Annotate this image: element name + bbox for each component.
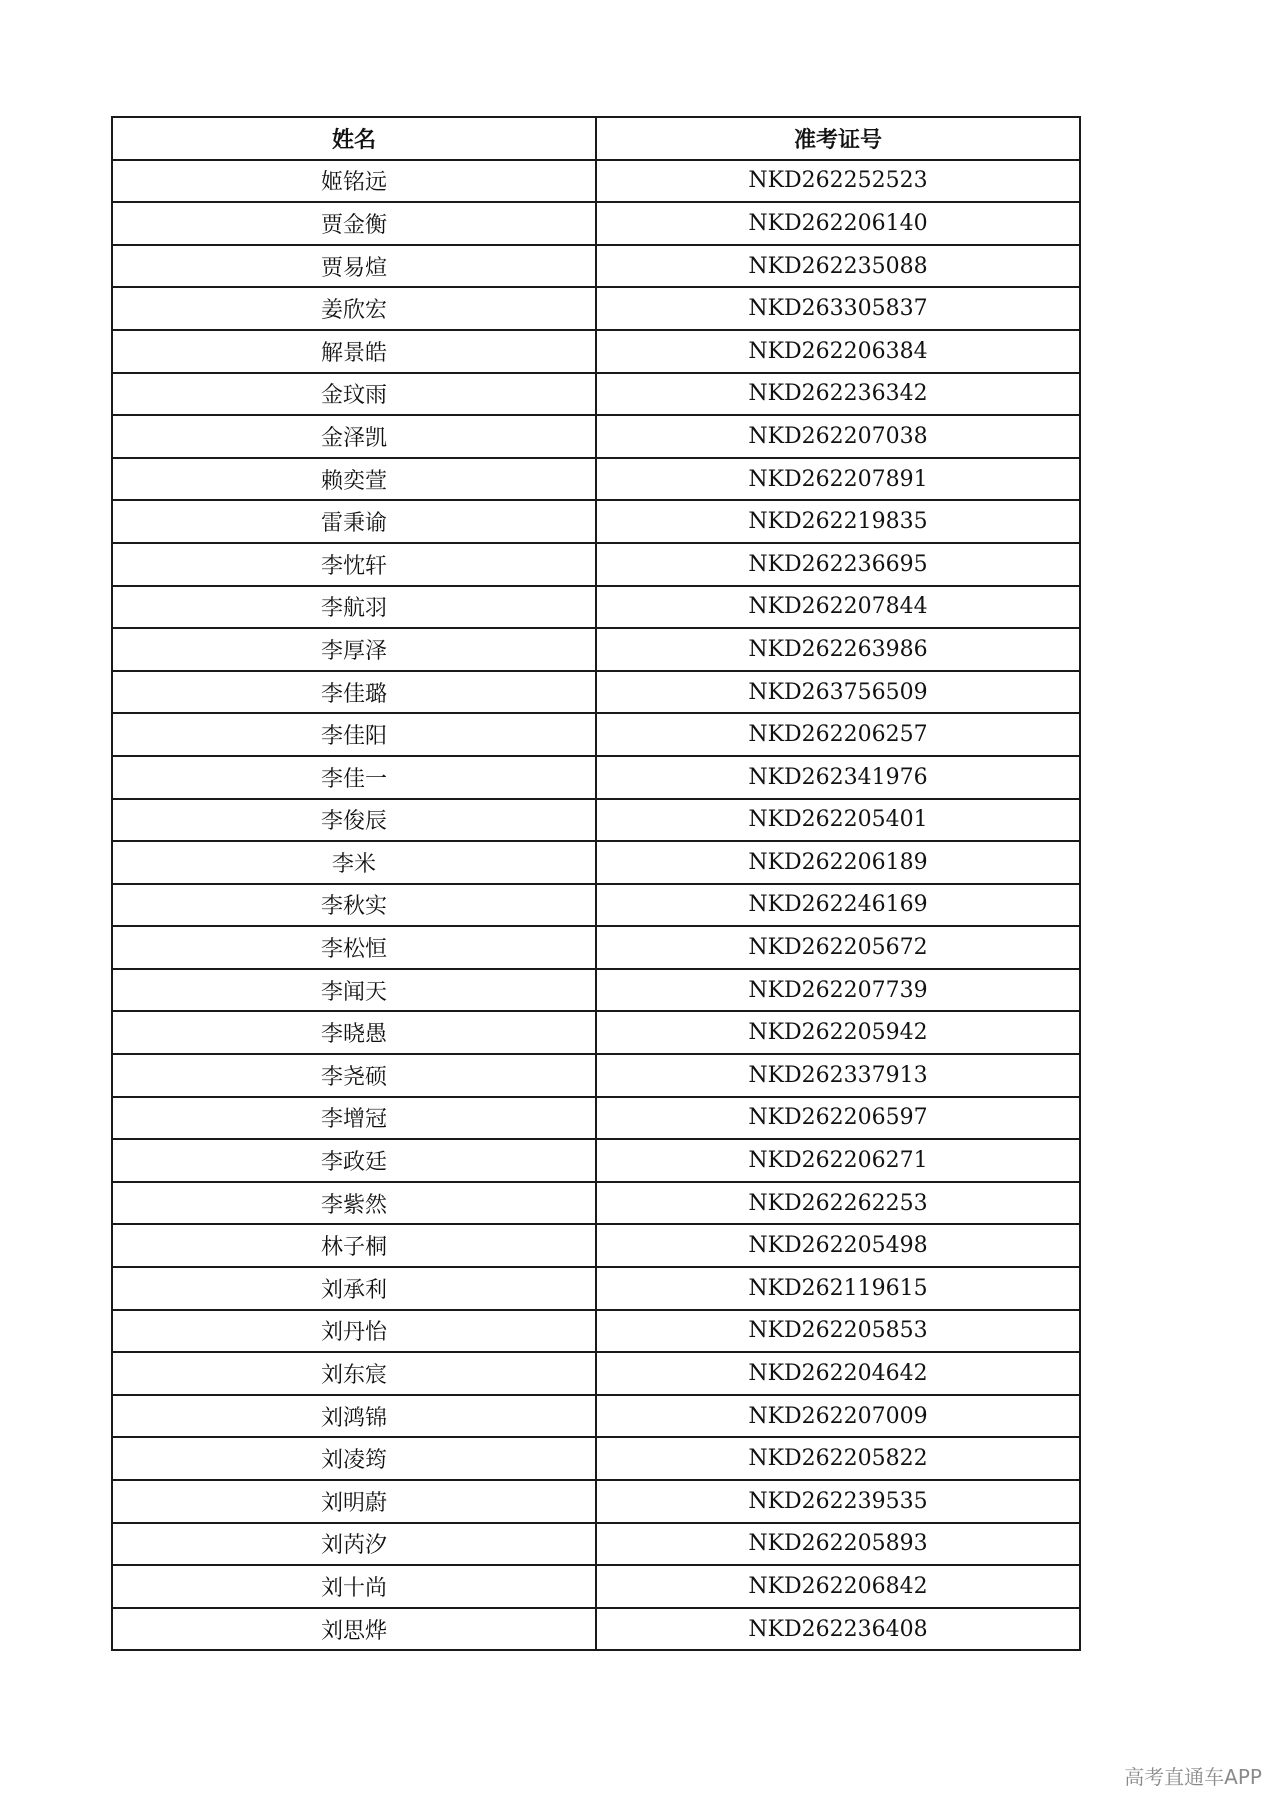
cell-name: 刘思烨 (112, 1608, 596, 1651)
table-row (112, 1608, 1080, 1651)
cell-ticket-number: NKD262205498 (596, 1224, 1080, 1267)
table-row (112, 586, 1080, 629)
cell-name: 解景皓 (112, 330, 596, 373)
table-row (112, 799, 1080, 842)
table-row (112, 841, 1080, 884)
cell-name: 李晓愚 (112, 1011, 596, 1054)
table-row (112, 1011, 1080, 1054)
cell-ticket-number: NKD262207009 (596, 1395, 1080, 1438)
table-row (112, 1480, 1080, 1523)
table-row (112, 543, 1080, 586)
header-ticket-number: 准考证号 (596, 117, 1080, 160)
cell-name: 金泽凯 (112, 415, 596, 458)
cell-name: 李航羽 (112, 586, 596, 629)
table-row (112, 1267, 1080, 1310)
cell-ticket-number: NKD262207891 (596, 458, 1080, 501)
cell-name: 李忱轩 (112, 543, 596, 586)
cell-ticket-number: NKD262239535 (596, 1480, 1080, 1523)
table-row (112, 1352, 1080, 1395)
table-row (112, 713, 1080, 756)
cell-ticket-number: NKD262206257 (596, 713, 1080, 756)
table-row (112, 287, 1080, 330)
table-row (112, 756, 1080, 799)
cell-name: 李秋实 (112, 884, 596, 927)
cell-name: 李增冠 (112, 1097, 596, 1140)
cell-ticket-number: NKD262206189 (596, 841, 1080, 884)
cell-name: 刘芮汐 (112, 1523, 596, 1566)
cell-name: 林子桐 (112, 1224, 596, 1267)
cell-name: 刘东宸 (112, 1352, 596, 1395)
cell-ticket-number: NKD262341976 (596, 756, 1080, 799)
cell-ticket-number: NKD262337913 (596, 1054, 1080, 1097)
cell-ticket-number: NKD262205401 (596, 799, 1080, 842)
table-header-row (112, 117, 1080, 160)
cell-ticket-number: NKD262206384 (596, 330, 1080, 373)
cell-ticket-number: NKD262205822 (596, 1437, 1080, 1480)
cell-name: 雷秉谕 (112, 500, 596, 543)
cell-ticket-number: NKD262262253 (596, 1182, 1080, 1225)
cell-ticket-number: NKD263756509 (596, 671, 1080, 714)
cell-name: 李俊辰 (112, 799, 596, 842)
table-row (112, 1097, 1080, 1140)
table-row (112, 330, 1080, 373)
cell-ticket-number: NKD262206140 (596, 202, 1080, 245)
cell-name: 刘承利 (112, 1267, 596, 1310)
table-row (112, 415, 1080, 458)
cell-name: 李佳一 (112, 756, 596, 799)
cell-name: 李厚泽 (112, 628, 596, 671)
table-row (112, 1523, 1080, 1566)
cell-ticket-number: NKD263305837 (596, 287, 1080, 330)
cell-ticket-number: NKD262246169 (596, 884, 1080, 927)
cell-ticket-number: NKD262205893 (596, 1523, 1080, 1566)
cell-name: 李米 (112, 841, 596, 884)
cell-ticket-number: NKD262263986 (596, 628, 1080, 671)
table-row (112, 373, 1080, 416)
cell-ticket-number: NKD262205672 (596, 926, 1080, 969)
cell-name: 李尧硕 (112, 1054, 596, 1097)
cell-ticket-number: NKD262207038 (596, 415, 1080, 458)
cell-name: 刘丹怡 (112, 1310, 596, 1353)
cell-ticket-number: NKD262252523 (596, 160, 1080, 203)
cell-name: 李佳璐 (112, 671, 596, 714)
table-row (112, 1054, 1080, 1097)
table-row (112, 884, 1080, 927)
cell-name: 李闻天 (112, 969, 596, 1012)
cell-ticket-number: NKD262204642 (596, 1352, 1080, 1395)
cell-ticket-number: NKD262236408 (596, 1608, 1080, 1651)
table-row (112, 1139, 1080, 1182)
cell-ticket-number: NKD262206271 (596, 1139, 1080, 1182)
cell-ticket-number: NKD262205942 (596, 1011, 1080, 1054)
table-row (112, 1565, 1080, 1608)
table-row (112, 628, 1080, 671)
cell-name: 贾金衡 (112, 202, 596, 245)
cell-name: 赖奕萱 (112, 458, 596, 501)
table-row (112, 926, 1080, 969)
cell-ticket-number: NKD262206597 (596, 1097, 1080, 1140)
cell-ticket-number: NKD262119615 (596, 1267, 1080, 1310)
table-row (112, 202, 1080, 245)
cell-name: 李松恒 (112, 926, 596, 969)
watermark-text: 高考直通车APP (1124, 1765, 1262, 1789)
table-row (112, 1437, 1080, 1480)
table-row (112, 1310, 1080, 1353)
table-row (112, 1182, 1080, 1225)
cell-name: 李佳阳 (112, 713, 596, 756)
table-body (112, 160, 1080, 1651)
cell-ticket-number: NKD262236695 (596, 543, 1080, 586)
cell-name: 姜欣宏 (112, 287, 596, 330)
cell-name: 姬铭远 (112, 160, 596, 203)
cell-name: 贾易煊 (112, 245, 596, 288)
admission-table (111, 116, 1081, 1651)
cell-ticket-number: NKD262207844 (596, 586, 1080, 629)
table-row (112, 160, 1080, 203)
cell-name: 刘凌筠 (112, 1437, 596, 1480)
table-row (112, 969, 1080, 1012)
cell-name: 刘十尚 (112, 1565, 596, 1608)
cell-name: 李紫然 (112, 1182, 596, 1225)
cell-name: 李政廷 (112, 1139, 596, 1182)
cell-ticket-number: NKD262207739 (596, 969, 1080, 1012)
header-name: 姓名 (112, 117, 596, 160)
cell-ticket-number: NKD262236342 (596, 373, 1080, 416)
table-row (112, 458, 1080, 501)
cell-name: 金玟雨 (112, 373, 596, 416)
cell-ticket-number: NKD262206842 (596, 1565, 1080, 1608)
table-row (112, 245, 1080, 288)
table-row (112, 1395, 1080, 1438)
cell-name: 刘明蔚 (112, 1480, 596, 1523)
table-row (112, 1224, 1080, 1267)
table-row (112, 500, 1080, 543)
cell-name: 刘鸿锦 (112, 1395, 596, 1438)
cell-ticket-number: NKD262205853 (596, 1310, 1080, 1353)
table-row (112, 671, 1080, 714)
cell-ticket-number: NKD262235088 (596, 245, 1080, 288)
cell-ticket-number: NKD262219835 (596, 500, 1080, 543)
